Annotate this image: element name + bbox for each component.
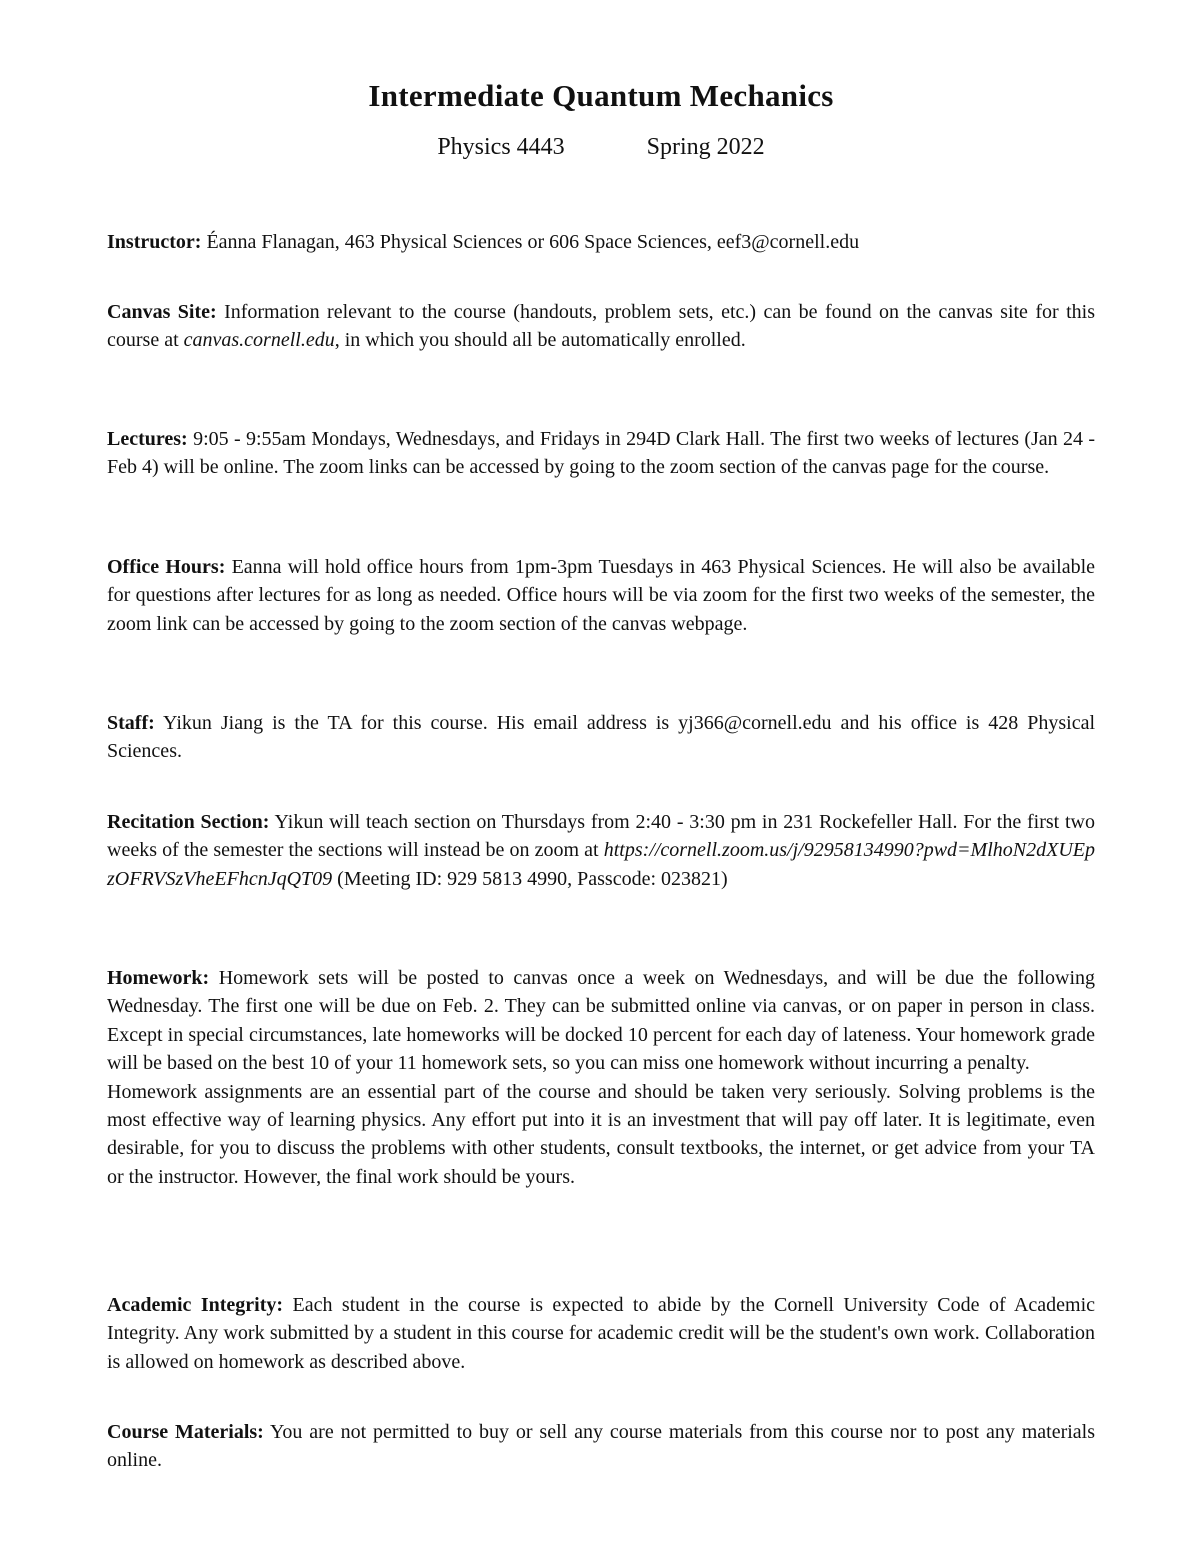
office-hours-text: Eanna will hold office hours from 1pm-3pm Tuesdays in 463 Physical Sciences. He will also be available for questions after lectures for as long as needed. Office hours will be via zoom for the first two weeks of the semester, the zoom link can be accessed by going to the zoom section of the canvas webpage. bbox=[107, 556, 1096, 635]
homework-paragraph-1 bbox=[107, 964, 1095, 1078]
staff-section bbox=[107, 709, 1095, 766]
course-materials-label: Course Materials: bbox=[107, 1421, 264, 1443]
canvas-section bbox=[107, 298, 1095, 355]
homework-label: Homework: bbox=[107, 967, 210, 989]
canvas-text: Information relevant to the course (handouts, problem sets, etc.) can be found on the canvas site for this course at bbox=[107, 301, 1095, 352]
canvas-link: canvas.cornell.edu bbox=[183, 329, 335, 352]
recitation-section bbox=[107, 808, 1095, 893]
homework-section bbox=[107, 964, 1095, 1191]
course-number: Physics 4443 bbox=[437, 134, 565, 160]
canvas-label: Canvas Site: bbox=[107, 301, 217, 323]
course-term: Spring 2022 bbox=[646, 134, 765, 160]
course-materials-section bbox=[107, 1418, 1095, 1475]
academic-integrity-section bbox=[107, 1291, 1095, 1376]
academic-integrity-text: Each student in the course is expected to abide by the Cornell University Code of Academic Integrity. Any work submitted by a student in this course for academic credit will be the student's own work. Collaboration is allowed on homework as described above. bbox=[107, 1294, 1096, 1373]
canvas-text-after: , in which you should all be automatically enrolled. bbox=[334, 329, 746, 352]
lectures-label: Lectures: bbox=[107, 428, 188, 450]
course-subtitle bbox=[107, 134, 1095, 161]
course-materials-text: You are not permitted to buy or sell any course materials from this course nor to post any materials online. bbox=[107, 1421, 1095, 1472]
zoom-link: https://cornell.zoom.us/j/92958134990?pwd=MlhoN2dXUEpzOFRVSzVheEFhcnJqQT09 bbox=[107, 839, 1095, 890]
office-hours-label: Office Hours: bbox=[107, 556, 226, 578]
recitation-text-after: (Meeting ID: 929 5813 4990, Passcode: 023821) bbox=[332, 867, 728, 890]
staff-text: Yikun Jiang is the TA for this course. His email address is yj366@cornell.edu and his office is 428 Physical Sciences. bbox=[107, 712, 1096, 763]
office-hours-section bbox=[107, 553, 1095, 638]
lectures-text: 9:05 - 9:55am Mondays, Wednesdays, and Fridays in 294D Clark Hall. The first two weeks of lectures (Jan 24 - Feb 4) will be online. The zoom links can be accessed by going to the zoom section of the canvas page for the course. bbox=[107, 428, 1096, 479]
homework-paragraph-2: Homework assignments are an essential part of the course and should be taken very seriously. Solving problems is the most effective way of learning physics. Any effort put into it is an investment that will pay off later. It is legitimate, even desirable, for you to discuss the problems with other students, consult textbooks, the internet, or get advice from your TA or the instructor. However, the final work should be yours. bbox=[107, 1080, 1095, 1188]
staff-label: Staff: bbox=[107, 712, 155, 734]
lectures-section bbox=[107, 425, 1095, 482]
academic-integrity-label: Academic Integrity: bbox=[107, 1294, 284, 1316]
recitation-text: Yikun will teach section on Thursdays from 2:40 - 3:30 pm in 231 Rockefeller Hall. For the first two weeks of the semester the sections will instead be on zoom at bbox=[107, 811, 1095, 862]
instructor-section bbox=[107, 228, 1095, 256]
document-title: Intermediate Quantum Mechanics bbox=[368, 78, 834, 113]
recitation-label: Recitation Section: bbox=[107, 811, 270, 833]
instructor-label: Instructor: bbox=[107, 231, 202, 253]
homework-text-1: Homework sets will be posted to canvas once a week on Wednesdays, and will be due the following Wednesday. The first one will be due on Feb. 2. They can be submitted online via canvas, or on paper in person in class. Except in special circumstances, late homeworks will be docked 10 percent for each day of lateness. Your homework grade will be based on the best 10 of your 11 homework sets, so you can miss one homework without incurring a penalty. bbox=[107, 967, 1096, 1075]
instructor-text: Éanna Flanagan, 463 Physical Sciences or 606 Space Sciences, eef3@cornell.edu bbox=[206, 231, 860, 253]
